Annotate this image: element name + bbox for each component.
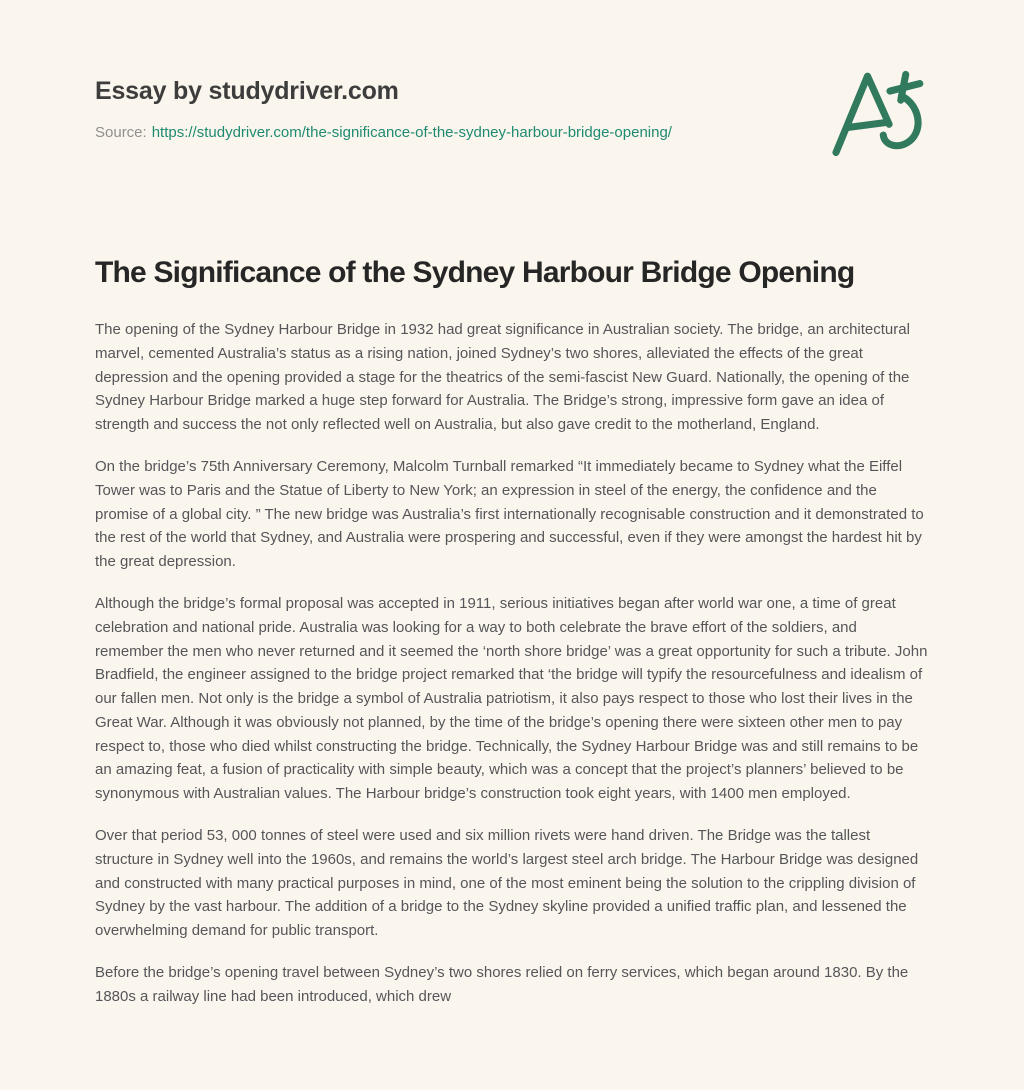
a-plus-logo-icon xyxy=(826,58,924,164)
essay-body xyxy=(95,318,928,1008)
essay-paragraph: Over that period 53, 000 tonnes of steel were used and six million rivets were hand driven. The Bridge was the tallest structure in Sydney well into the 1960s, and remains the world’s largest steel arch bridge. The Harbour Bridge was designed and constructed with many practical purposes in mind, one of the most eminent being the solution to the crippling division of Sydney by the vast harbour. The addition of a bridge to the Sydney skyline provided a unified traffic plan, and lessened the overwhelming demand for public transport. xyxy=(95,827,919,939)
essay-paragraph: On the bridge’s 75th Anniversary Ceremony, Malcolm Turnball remarked “It immediately became to Sydney what the Eiffel Tower was to Paris and the Statue of Liberty to New York; an expression in steel of the energy, the confidence and the promise of a global city. ” The new bridge was Australia’s first internationally recognisable construction and it demonstrated to the rest of the world that Sydney, and Australia were prospering and successful, even if they were amongst the hardest hit by the great depression. xyxy=(95,458,924,571)
essay-paragraph: Before the bridge’s opening travel between Sydney’s two shores relied on ferry services, which began around 1830. By the 1880s a railway line had been introduced, which drew xyxy=(95,964,909,1005)
source-line xyxy=(95,125,928,142)
essay-byline-heading: Essay by studydriver.com xyxy=(95,77,399,105)
source-label: Source: xyxy=(95,124,147,142)
source-link[interactable]: https://studydriver.com/the-significance-of-the-sydney-harbour-bridge-opening/ xyxy=(151,124,672,142)
page-header xyxy=(95,78,928,142)
essay-paragraph: Although the bridge’s formal proposal was accepted in 1911, serious initiatives began after world war one, a time of great celebration and national pride. Australia was looking for a way to both celebrate the brave effort of the soldiers, and remember the men who never returned and it seemed the ‘north shore bridge’ was a great opportunity for such a tribute. John Bradfield, the engineer assigned to the bridge project remarked that ‘the bridge will typify the resourcefulness and idealism of our fallen men. Not only is the bridge a symbol of Australia patriotism, it also pays respect to those who lost their lives in the Great War. Although it was obviously not planned, by the time of the bridge’s opening there were sixteen other men to pay respect to, those who died whilst constructing the bridge. Technically, the Sydney Harbour Bridge was and still remains to be an amazing feat, a fusion of practicality with simple beauty, which was a concept that the project’s planners’ believed to be synonymous with Australian values. The Harbour bridge’s construction took eight years, with 1400 men employed. xyxy=(95,595,928,802)
essay-title: The Significance of the Sydney Harbour Bridge Opening xyxy=(95,255,855,289)
a-plus-logo-svg xyxy=(826,58,924,164)
essay-paragraph: The opening of the Sydney Harbour Bridge in 1932 had great significance in Australian society. The bridge, an architectural marvel, cemented Australia’s status as a rising nation, joined Sydney’s two shores, alleviated the effects of the great depression and the opening provided a stage for the theatrics of the semi-fascist New Guard. Nationally, the opening of the Sydney Harbour Bridge marked a huge step forward for Australia. The Bridge’s strong, impressive form gave an idea of strength and success the not only reflected well on Australia, but also gave credit to the motherland, England. xyxy=(95,321,910,434)
